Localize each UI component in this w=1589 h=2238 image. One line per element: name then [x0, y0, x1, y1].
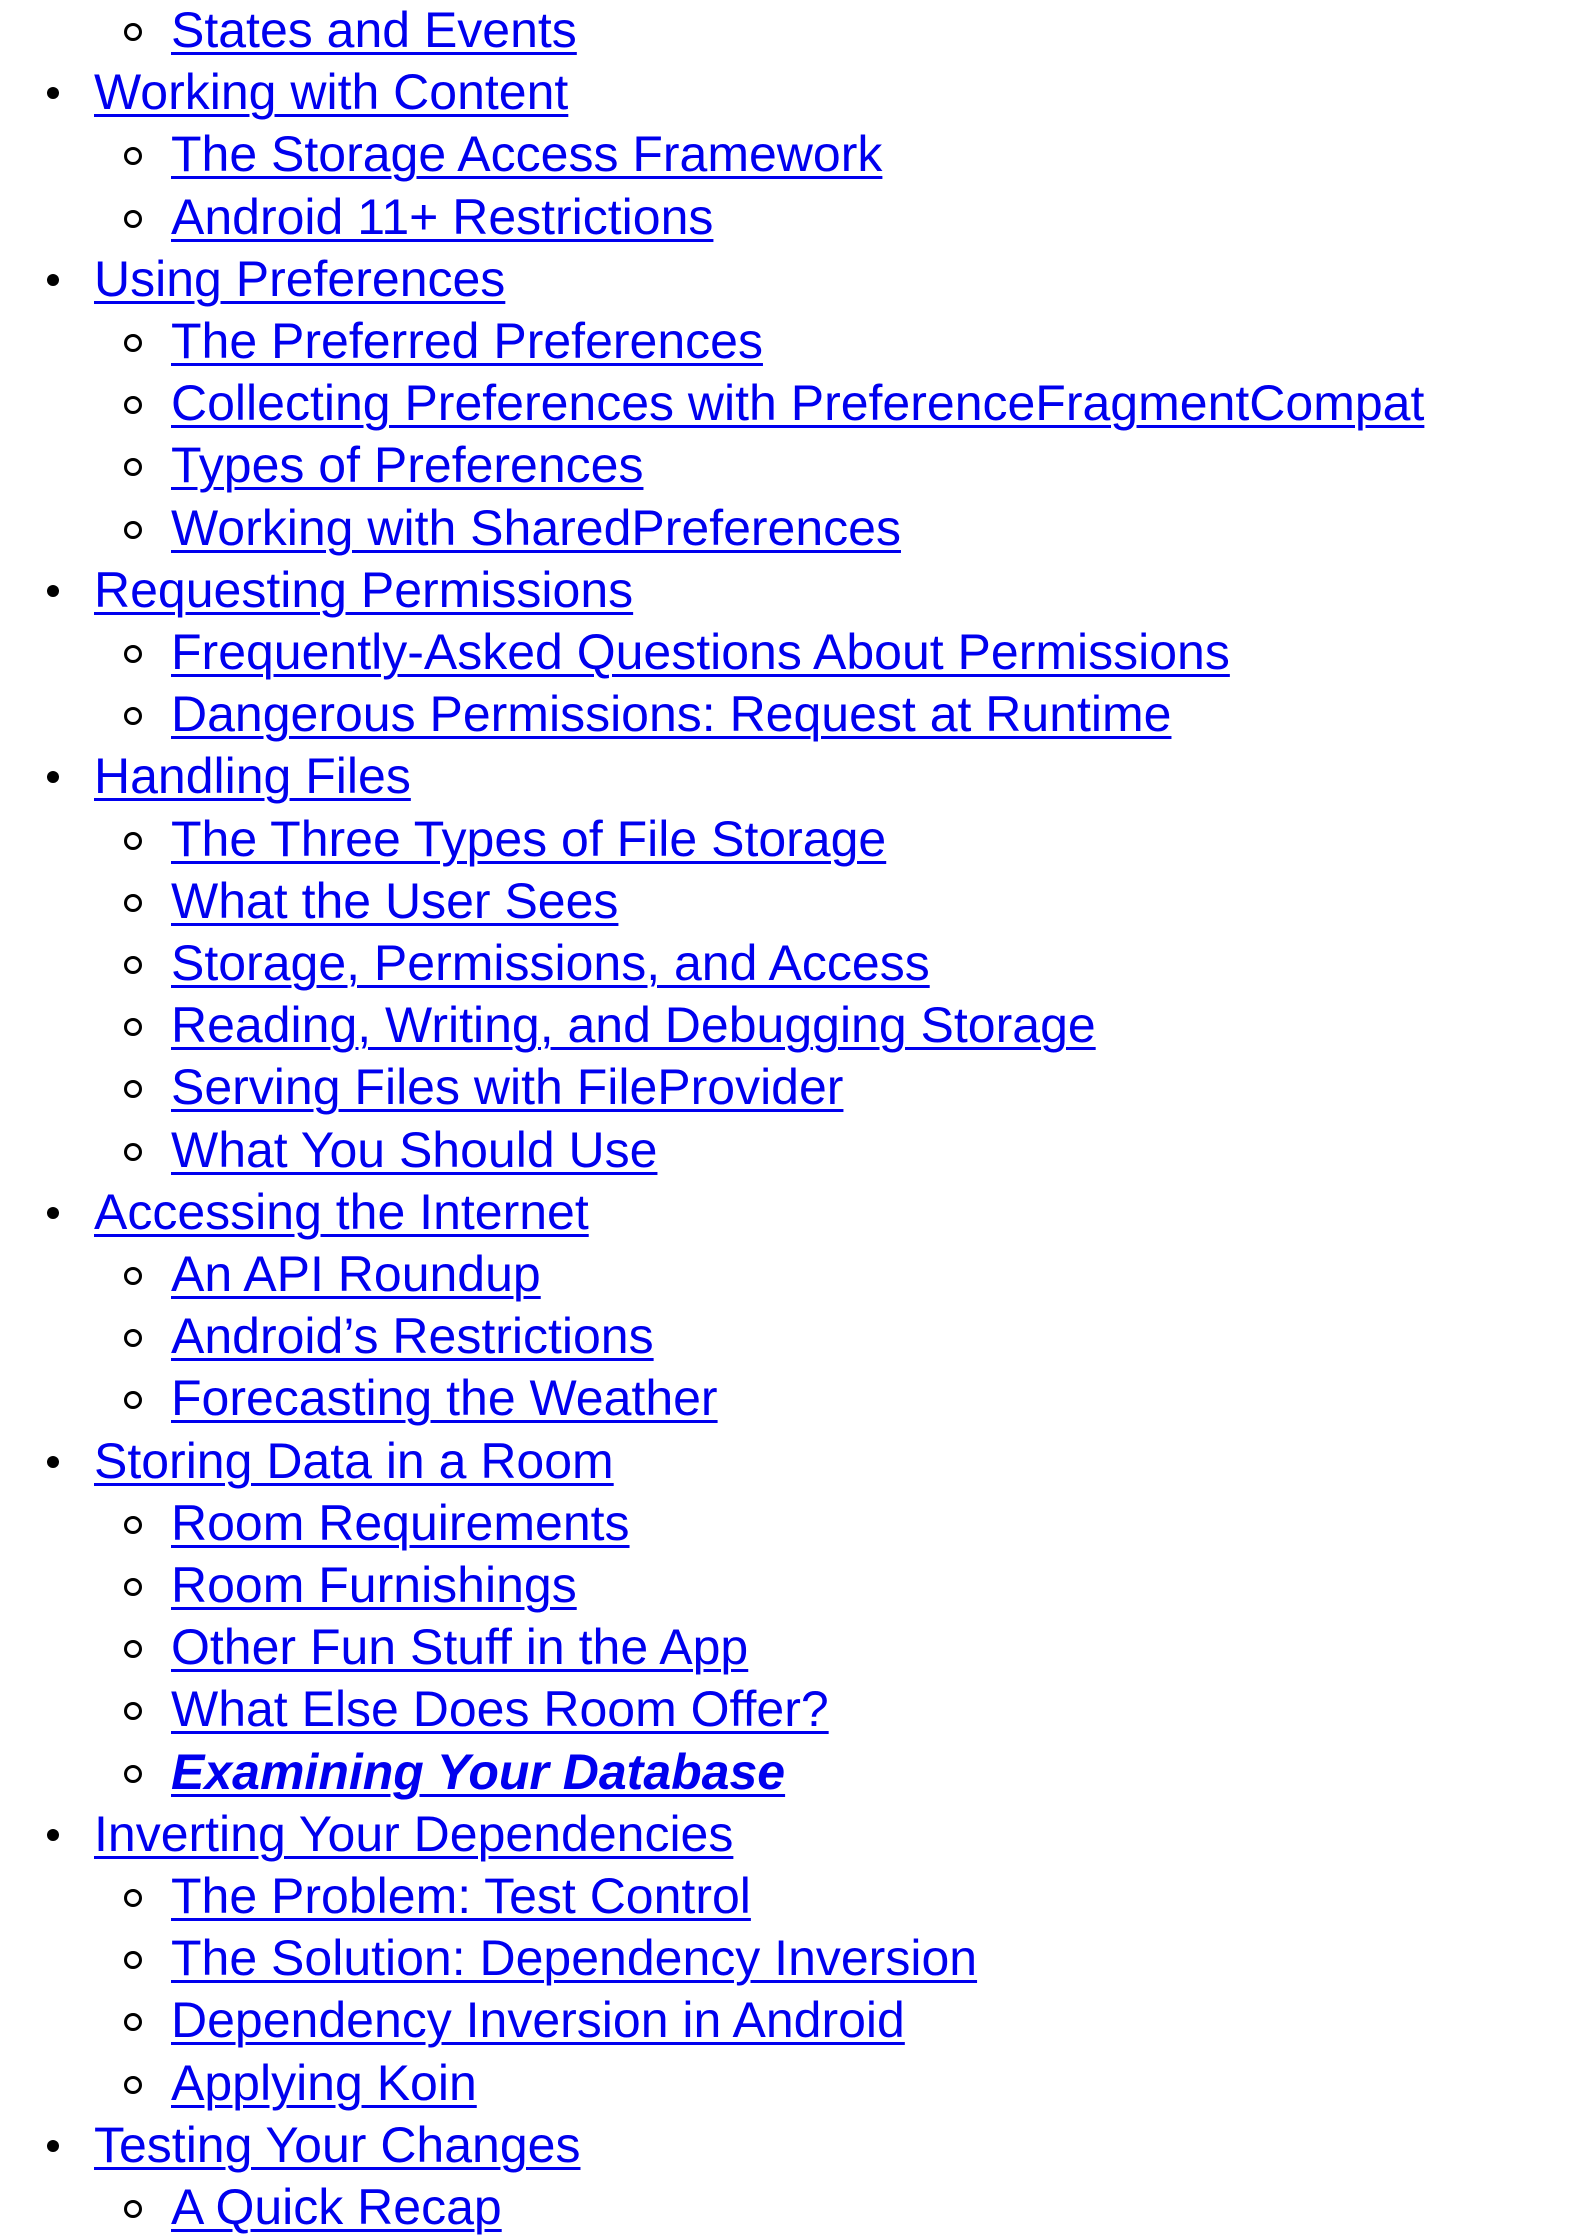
toc-link-current[interactable]: Examining Your Database — [171, 1743, 786, 1800]
toc-link[interactable]: Room Furnishings — [171, 1557, 577, 1613]
toc-link[interactable]: Requesting Permissions — [94, 561, 634, 618]
toc-link[interactable]: Applying Koin — [171, 2054, 477, 2111]
toc-section-item — [0, 871, 1589, 932]
toc-section-item — [0, 1679, 1589, 1740]
disc-bullet-icon — [47, 1456, 59, 1468]
toc-section-item — [0, 2053, 1589, 2114]
toc-section-item — [0, 1493, 1589, 1554]
circle-bullet-icon — [124, 956, 142, 974]
toc-link[interactable]: The Preferred Preferences — [171, 313, 763, 369]
toc-link[interactable]: Testing Your Changes — [94, 2116, 581, 2173]
circle-bullet-icon — [124, 147, 142, 165]
circle-bullet-icon — [124, 396, 142, 414]
toc-section-item — [0, 311, 1589, 372]
toc-section-item — [0, 1306, 1589, 1367]
circle-bullet-icon — [124, 707, 142, 725]
circle-bullet-icon — [124, 334, 142, 352]
toc-link[interactable]: States and Events — [171, 2, 577, 58]
circle-bullet-icon — [124, 1951, 142, 1969]
circle-bullet-icon — [124, 1578, 142, 1596]
toc-chapter-item — [0, 62, 1589, 123]
toc-section-item — [0, 1057, 1589, 1118]
toc-link[interactable]: The Three Types of File Storage — [171, 810, 887, 867]
toc-chapter-item — [0, 2115, 1589, 2176]
toc-link[interactable]: Storage, Permissions, and Access — [171, 935, 930, 991]
toc-link[interactable]: Android 11+ Restrictions — [171, 188, 714, 245]
toc-section-item — [0, 995, 1589, 1056]
circle-bullet-icon — [124, 2200, 142, 2218]
circle-bullet-icon — [124, 1329, 142, 1347]
toc-link[interactable]: An API Roundup — [171, 1246, 541, 1302]
circle-bullet-icon — [124, 521, 142, 539]
circle-bullet-icon — [124, 2013, 142, 2031]
toc-chapter-item — [0, 746, 1589, 807]
circle-bullet-icon — [124, 1765, 142, 1783]
toc-section-item — [0, 187, 1589, 248]
toc-link[interactable]: Serving Files with FileProvider — [171, 1059, 844, 1116]
toc-link[interactable]: What You Should Use — [171, 1121, 658, 1178]
toc-section-item — [0, 435, 1589, 496]
toc-section-item — [0, 124, 1589, 185]
toc-link[interactable]: Working with SharedPreferences — [171, 499, 901, 556]
toc-section-item — [0, 2177, 1589, 2238]
toc-link[interactable]: Room Requirements — [171, 1494, 630, 1551]
circle-bullet-icon — [124, 645, 142, 663]
toc-link[interactable]: Forecasting the Weather — [171, 1370, 718, 1427]
toc-chapter-item — [0, 560, 1589, 621]
circle-bullet-icon — [124, 1080, 142, 1098]
circle-bullet-icon — [124, 458, 142, 476]
circle-bullet-icon — [124, 1889, 142, 1907]
toc-link[interactable]: What the User Sees — [171, 872, 619, 929]
circle-bullet-icon — [124, 894, 142, 912]
toc-link[interactable]: Using Preferences — [94, 250, 506, 307]
toc-section-item — [0, 622, 1589, 683]
toc-link[interactable]: Accessing the Internet — [94, 1183, 589, 1240]
toc-section-item — [0, 1866, 1589, 1927]
toc-section-item — [0, 684, 1589, 745]
circle-bullet-icon — [124, 210, 142, 228]
circle-bullet-icon — [124, 1640, 142, 1658]
circle-bullet-icon — [124, 23, 142, 41]
toc-chapter-item — [0, 1431, 1589, 1492]
toc-section-item — [0, 1617, 1589, 1678]
toc-section-item — [0, 498, 1589, 559]
toc-link[interactable]: A Quick Recap — [171, 2179, 502, 2235]
toc-section-item — [0, 0, 1589, 61]
toc-link[interactable]: Frequently-Asked Questions About Permissions — [171, 624, 1230, 680]
circle-bullet-icon — [124, 1516, 142, 1534]
toc-section-item — [0, 1120, 1589, 1181]
toc-chapter-item — [0, 1804, 1589, 1865]
toc-section-item — [0, 1244, 1589, 1305]
toc-link[interactable]: The Solution: Dependency Inversion — [171, 1930, 978, 1987]
toc-link[interactable]: Inverting Your Dependencies — [94, 1805, 734, 1862]
toc-section-item — [0, 1555, 1589, 1616]
circle-bullet-icon — [124, 2076, 142, 2094]
toc-link[interactable]: Dependency Inversion in Android — [171, 1992, 905, 2049]
toc-section-item — [0, 933, 1589, 994]
toc-section-item — [0, 373, 1589, 434]
toc-link[interactable]: Types of Preferences — [171, 437, 644, 494]
disc-bullet-icon — [47, 585, 59, 597]
disc-bullet-icon — [47, 1207, 59, 1219]
toc-link[interactable]: The Problem: Test Control — [171, 1868, 751, 1924]
toc-link[interactable]: Reading, Writing, and Debugging Storage — [171, 997, 1096, 1054]
toc-link[interactable]: Android’s Restrictions — [171, 1308, 654, 1365]
toc-link[interactable]: The Storage Access Framework — [171, 126, 883, 183]
toc-link[interactable]: Dangerous Permissions: Request at Runtime — [171, 686, 1172, 743]
toc-link[interactable]: What Else Does Room Offer? — [171, 1681, 829, 1738]
disc-bullet-icon — [47, 274, 59, 286]
circle-bullet-icon — [124, 1018, 142, 1036]
toc-link[interactable]: Other Fun Stuff in the App — [171, 1619, 749, 1676]
toc-section-item — [0, 809, 1589, 870]
circle-bullet-icon — [124, 1391, 142, 1409]
toc-section-item — [0, 1990, 1589, 2051]
disc-bullet-icon — [47, 771, 59, 783]
toc-chapter-item — [0, 1182, 1589, 1243]
disc-bullet-icon — [47, 2140, 59, 2152]
toc-chapter-item — [0, 249, 1589, 310]
toc-link[interactable]: Working with Content — [94, 64, 569, 121]
circle-bullet-icon — [124, 1702, 142, 1720]
disc-bullet-icon — [47, 1829, 59, 1841]
circle-bullet-icon — [124, 832, 142, 850]
toc-link[interactable]: Handling Files — [94, 748, 411, 805]
toc-section-item — [0, 1742, 1589, 1803]
toc-section-item — [0, 1368, 1589, 1429]
toc-section-item — [0, 1928, 1589, 1989]
circle-bullet-icon — [124, 1267, 142, 1285]
disc-bullet-icon — [47, 87, 59, 99]
toc-link[interactable]: Collecting Preferences with PreferenceFragmentCompat — [171, 375, 1425, 432]
toc-link[interactable]: Storing Data in a Room — [94, 1432, 614, 1489]
circle-bullet-icon — [124, 1143, 142, 1161]
